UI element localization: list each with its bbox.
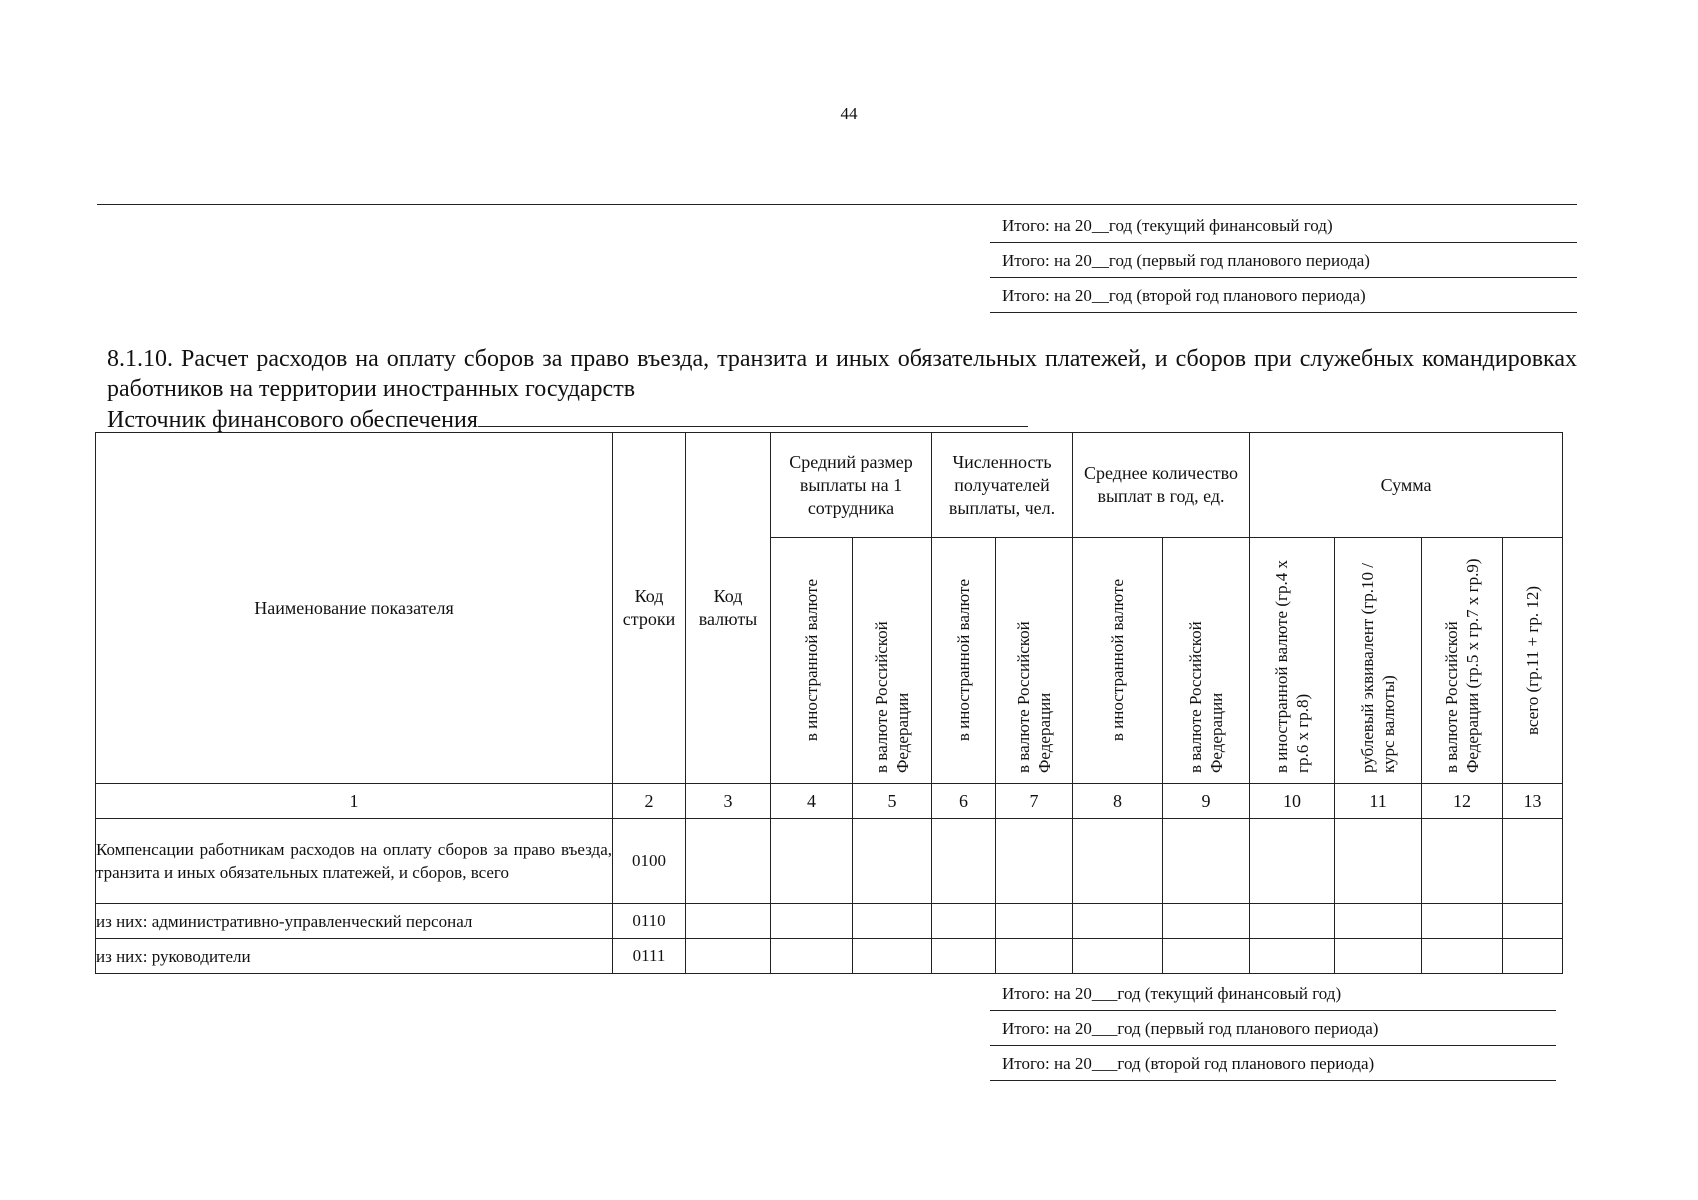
empty-cell (996, 819, 1073, 904)
empty-cell (996, 939, 1073, 974)
empty-cell (771, 819, 853, 904)
empty-cell (686, 819, 771, 904)
funding-source-blank (478, 404, 1028, 427)
header-col9: в валюте Российской Федерации (1186, 621, 1227, 773)
header-col8: в иностранной валюте (1108, 579, 1128, 742)
col-number: 2 (613, 784, 686, 819)
header-col10: в иностранной валюте (гр.4 х гр.6 х гр.8) (1272, 560, 1313, 773)
col-number: 1 (96, 784, 613, 819)
col-number: 9 (1163, 784, 1250, 819)
header-col5: в валюте Российской Федерации (872, 621, 912, 773)
empty-cell (932, 819, 996, 904)
header-recipients: Численность получателей выплаты, чел. (932, 433, 1073, 538)
col-number: 6 (932, 784, 996, 819)
empty-cell (1073, 904, 1163, 939)
header-avg-payment: Средний размер выплаты на 1 сотрудника (771, 433, 932, 538)
totals-top (990, 208, 1577, 313)
header-avg-count: Среднее количество выплат в год, ед. (1073, 433, 1250, 538)
empty-cell (853, 819, 932, 904)
empty-cell (932, 939, 996, 974)
col-number: 5 (853, 784, 932, 819)
header-col7: в валюте Российской Федерации (1014, 621, 1054, 773)
empty-cell (1503, 939, 1563, 974)
total-second-plan-year: Итого: на 20___год (второй год планового периода) (990, 1046, 1556, 1081)
totals-bottom (990, 976, 1556, 1081)
funding-source (107, 404, 1067, 435)
empty-cell (1335, 904, 1422, 939)
col-number: 11 (1335, 784, 1422, 819)
total-second-plan-year: Итого: на 20__год (второй год планового периода) (990, 278, 1577, 313)
empty-cell (1163, 939, 1250, 974)
empty-cell (1503, 819, 1563, 904)
row-code: 0111 (613, 939, 686, 974)
empty-cell (996, 904, 1073, 939)
section-heading: 8.1.10. Расчет расходов на оплату сборов за право въезда, транзита и иных обязательных платежей, и сборов при служебных командировках работников на территории иностранных государств (107, 346, 1577, 402)
header-col12: в валюте Российской Федерации (гр.5 х гр.7 х гр.9) (1442, 558, 1483, 773)
col-number: 8 (1073, 784, 1163, 819)
column-number-row (96, 784, 1563, 819)
row-name: из них: руководители (96, 939, 613, 974)
calculation-table (95, 432, 1563, 974)
table-row (96, 904, 1563, 939)
empty-cell (1422, 819, 1503, 904)
empty-cell (1073, 819, 1163, 904)
header-col6: в иностранной валюте (954, 579, 973, 742)
col-number: 7 (996, 784, 1073, 819)
empty-cell (1073, 939, 1163, 974)
empty-cell (771, 904, 853, 939)
row-name: Компенсации работникам расходов на оплату сборов за право въезда, транзита и иных обязательных платежей, и сборов, всего (96, 819, 613, 904)
page-number: 44 (840, 104, 858, 123)
header-col13: всего (гр.11 + гр. 12) (1523, 586, 1543, 735)
empty-cell (1503, 904, 1563, 939)
row-code: 0110 (613, 904, 686, 939)
header-col11: рублевый эквивалент (гр.10 / курс валюты) (1358, 563, 1399, 773)
header-row-code: Код строки (613, 433, 686, 784)
empty-cell (686, 904, 771, 939)
total-current-year: Итого: на 20__год (текущий финансовый год) (990, 208, 1577, 243)
empty-cell (853, 939, 932, 974)
empty-cell (1163, 819, 1250, 904)
col-number: 4 (771, 784, 853, 819)
table-row (96, 939, 1563, 974)
header-col4: в иностранной валюте (802, 579, 821, 742)
row-code: 0100 (613, 819, 686, 904)
total-first-plan-year: Итого: на 20___год (первый год планового периода) (990, 1011, 1556, 1046)
total-current-year: Итого: на 20___год (текущий финансовый год) (990, 976, 1556, 1011)
empty-cell (1335, 939, 1422, 974)
total-first-plan-year: Итого: на 20__год (первый год планового периода) (990, 243, 1577, 278)
col-number: 3 (686, 784, 771, 819)
col-number: 12 (1422, 784, 1503, 819)
empty-cell (1422, 904, 1503, 939)
table-row (96, 819, 1563, 904)
empty-cell (1335, 819, 1422, 904)
empty-cell (1422, 939, 1503, 974)
empty-cell (1163, 904, 1250, 939)
empty-cell (686, 939, 771, 974)
empty-cell (1250, 939, 1335, 974)
empty-cell (771, 939, 853, 974)
col-number: 13 (1503, 784, 1563, 819)
header-name: Наименование показателя (96, 433, 613, 784)
header-currency-code: Код валюты (686, 433, 771, 784)
header-sum: Сумма (1250, 433, 1563, 538)
top-rule (97, 204, 1577, 205)
empty-cell (932, 904, 996, 939)
row-name: из них: административно-управленческий персонал (96, 904, 613, 939)
empty-cell (1250, 904, 1335, 939)
empty-cell (853, 904, 932, 939)
col-number: 10 (1250, 784, 1335, 819)
empty-cell (1250, 819, 1335, 904)
funding-source-label: Источник финансового обеспечения (107, 407, 478, 433)
